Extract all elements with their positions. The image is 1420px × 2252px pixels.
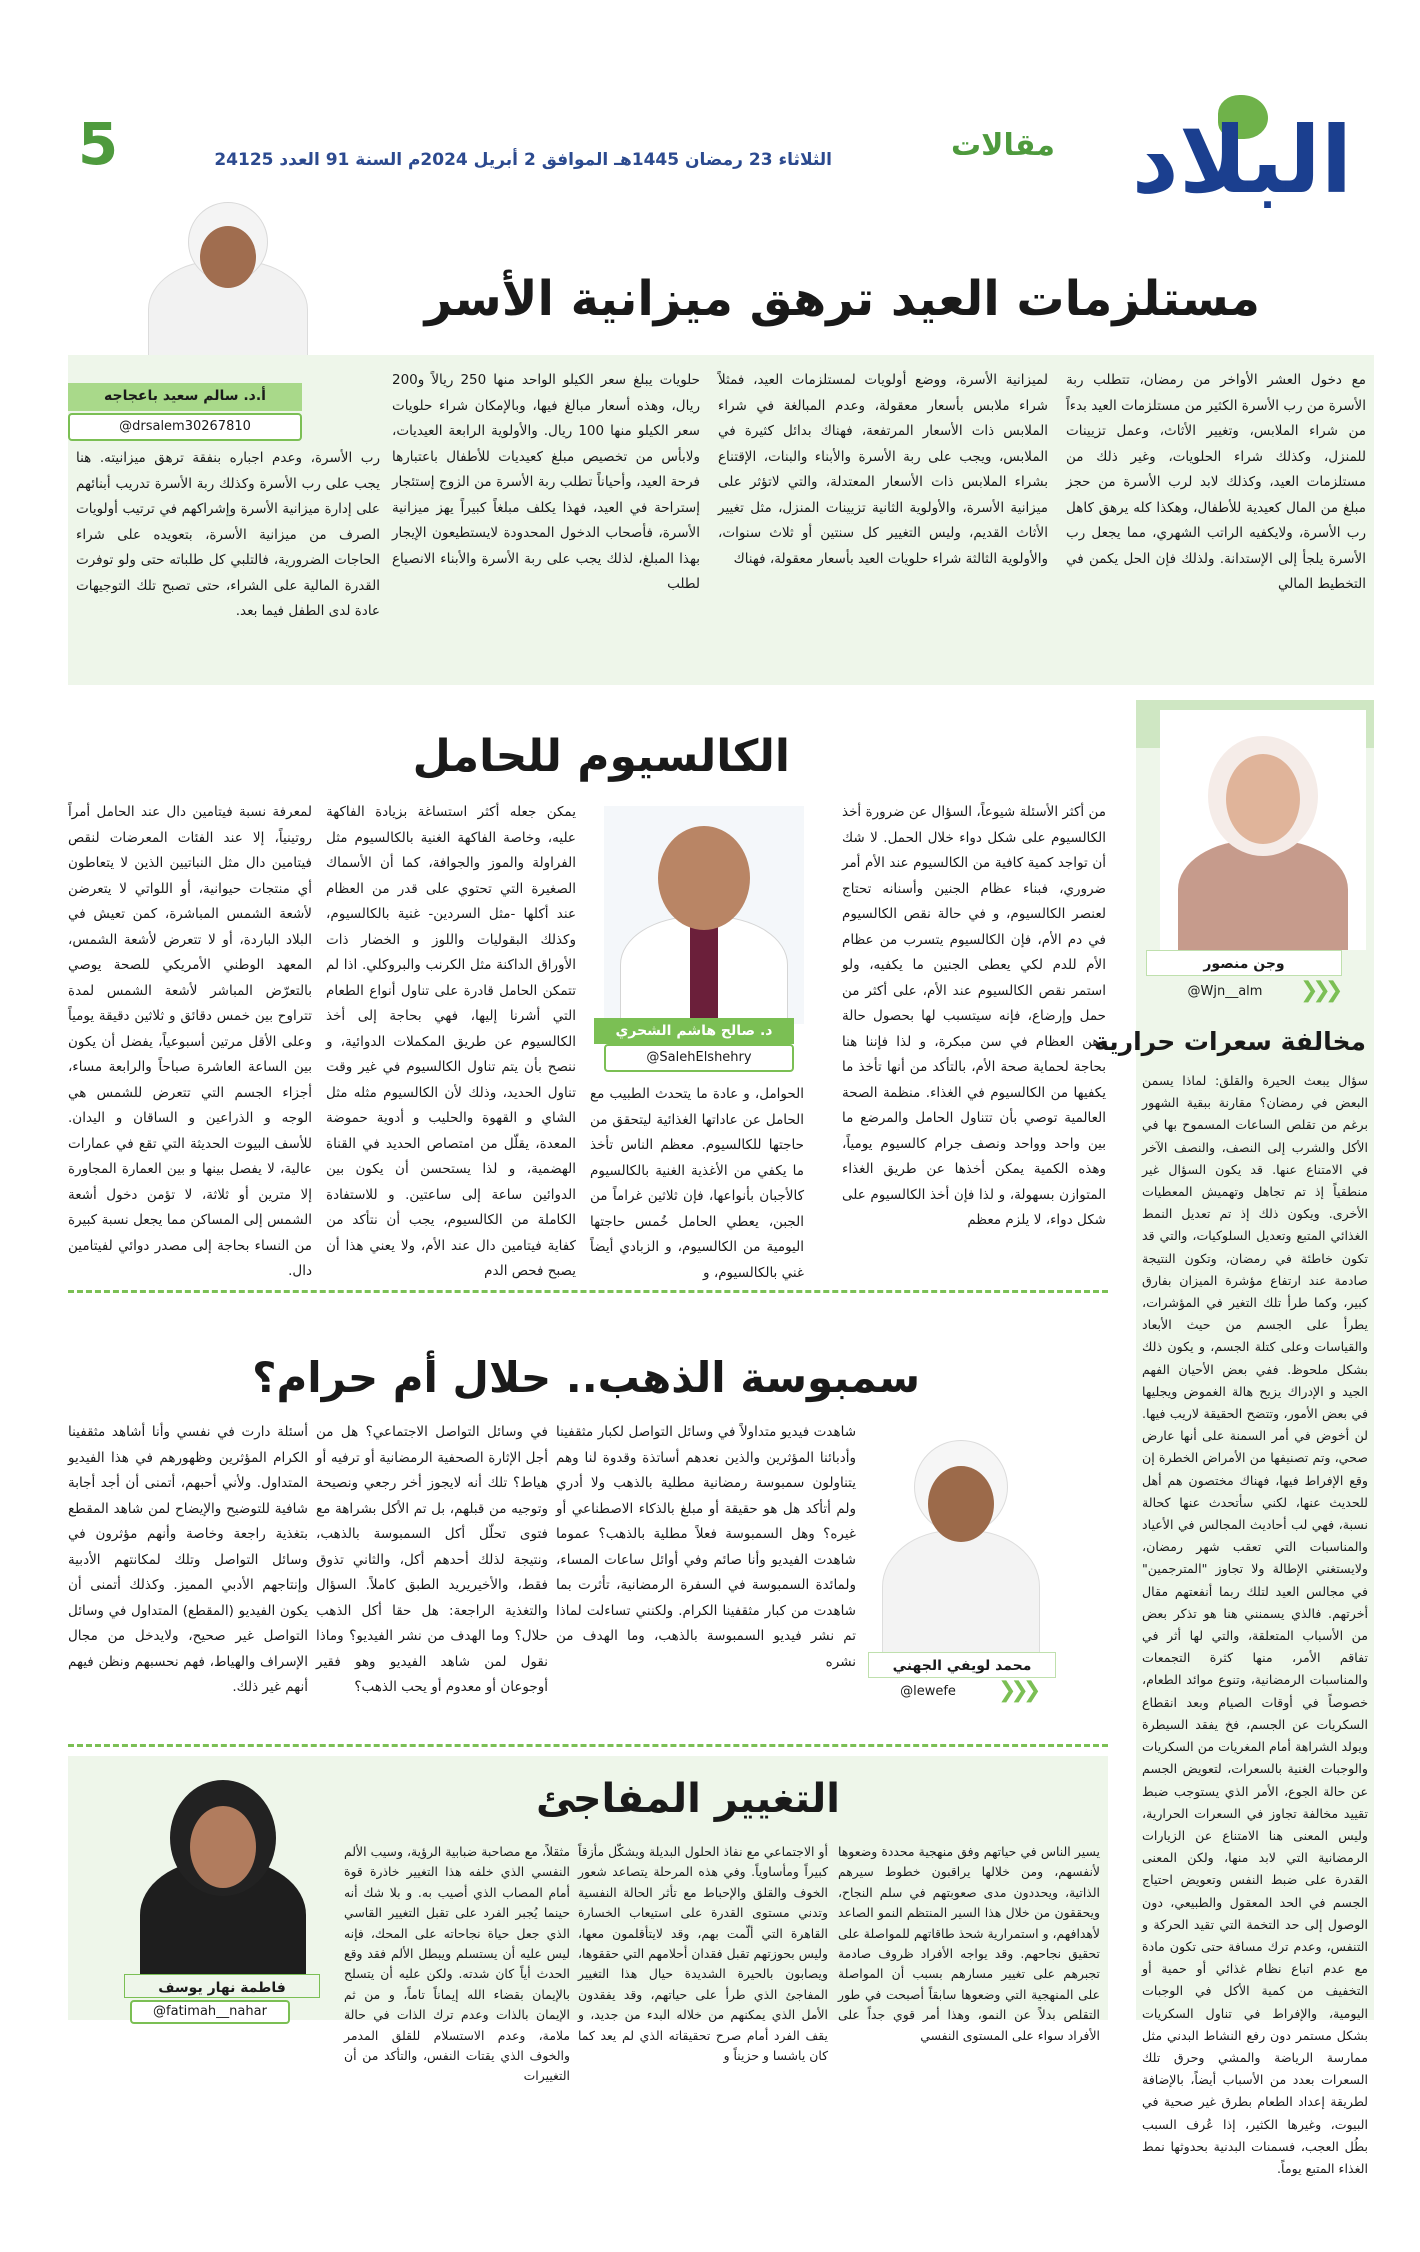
article3-column-1: شاهدت فيديو متداولاً في وسائل التواصل لكبار مثقفينا وأدبائنا المؤثرين والذين نعدهم أساتذة وقدوة لنا وهم يتناولون سمبوسة رمضانية مطلية بالذهب ولا أدري ولم أتأكد هل هو حقيقة أو مبلغ بالذكاء الاصطناعي أو غيره؟ وهل السمبوسة فعلاً مطلية بالذهب؟ عموما شاهدت الفيديو وأنا صائم وفي أوائل ساعات المساء، ولمائدة السمبوسة في السفرة الرمضانية، تأثرت بما شاهدت من كبار مثقفينا الكرام. ولكنني تساءلت لماذا تم نشر فيديو السمبوسة بالذهب، وما الهدف من نشره — [556, 1424, 856, 1670]
masthead-logo — [1108, 95, 1376, 214]
section-divider — [68, 1290, 1108, 1293]
article1-author-name: أ.د. سالم سعيد باعجاجه — [68, 383, 302, 411]
chevron-decor-icon: ❯❯❯ — [1300, 978, 1338, 1003]
article4-column-3: مثقلاً، مع مصاحبة ضبابية الرؤية، وسيب الألم النفسي الذي خلفه هذا التغيير خاذرة قوة أمام المصاب الذي أصيب به. و بلا شك أنه حينما يُجبر الفرد على تقبل التغيير القاسي الذي جعل حياة نجاحاته على المحك، فإنه ليس عليه أن يستسلم ويبطل الألم فقد وقع الحدث أياً كان شدته. ولكن عليه أن يتسلح بالإيمان بقضاء الله إيماناً تاماً، و من ثم الإيمان بالذات وعدم ترك الذات في حالة ملامة، وعدم الاستسلام للقلق المدمر والخوف الذي يقتات النفس، والتأكد من أن التغييرات — [344, 1844, 570, 2084]
sidebar-headline: مخالفة سعرات حرارية — [1094, 1027, 1366, 1056]
article1-column-4: رب الأسرة، وعدم اجباره بنفقة ترهق ميزانيته. هنا يجب على رب الأسرة وكذلك ربة الأسرة تدريب أبنائهم على إدارة ميزانية الأسرة وإشراكهم في ترتيب أولويات الصرف من ميزانية الأسرة، بتعويده على شراء الحاجات الضرورية، فالتلبي كل طلباته حتى ولو توفرت القدرة المالية على الشراء، حتى تصبح تلك التوجيهات عادة لدى الطفل فيما بعد. — [76, 450, 380, 619]
article3-author-name: محمد لويفي الجهني — [868, 1652, 1056, 1678]
article4-author-name: فاطمة نهار يوسف — [124, 1974, 320, 1998]
article2-column-4: لمعرفة نسبة فيتامين دال عند الحامل أمراً روتينياً، إلا عند الفئات المعرضات لنقص فيتامين دال مثل النباتيين الذين لا يتعاطون أي منتجات حيوانية، أو اللواتي لا يتعرضن لأشعة الشمس المباشرة، كمن تعيش في البلاد الباردة، أو لا تتعرض لأشعة الشمس، المعهد الوطني الأمريكي للصحة يوصي بالتعرّض المباشر لأشعة الشمس لمدة تتراوح بين خمس دقائق و ثلاثين دقيقة يومياً وعلى الأقل مرتين أسبوعياً، يفضل أن يكون بين الساعة العاشرة صباحاً والرابعة مساء، أجزاء الجسم التي تتعرض للشمس هي الوجه و الذراعين و الساقان و اليدان. للأسف البيوت الحديثة التي تقع في عمارات عالية، لا يفصل بينها و بين العمارة المجاورة إلا مترين أو ثلاثة، لا تؤمن دخول أشعة الشمس إلى المساكن مما يجعل نسبة كبيرة من النساء بحاجة إلى مصدر دوائي لفيتامين دال. — [68, 804, 312, 1279]
article4-author-photo — [120, 1770, 326, 1982]
sidebar-author-handle[interactable]: @Wjn__alm — [1152, 980, 1298, 1008]
article1-column-2: لميزانية الأسرة، ووضع أولويات لمستلزمات العيد، فمثلاً شراء ملابس بأسعار معقولة، وعدم المبالغة في شراء الملابس ذات الأسعار المرتفعة، فهناك بدائل كثيرة في الملابس، ويجب على ربة الأسرة والأبناء والبنات، الإقتناع بشراء الملابس ذات الأسعار المعتدلة، والتي لاتؤثر على ميزانية الأسرة، والأولوية الثانية تزيينات المنزل، مثل تغيير الأثاث القديم، وليس التغيير كل سنتين أو ثلاث سنوات، والأولوية الثالثة شراء حلويات العيد بأسعار معقولة، فهناك — [718, 372, 1048, 567]
sidebar-author-name: وجن منصور — [1146, 950, 1342, 976]
article4-column-2: أو الاجتماعي مع نفاذ الحلول البديلة ويشكّل مأزقاً كبيراً ومأساوياً. وفي هذه المرحلة يتصاعد شعور الخوف والقلق والإحباط مع تأثر الحالة النفسية وتدني مستوى القدرة على استيعاب الخسارة القاهرة التي ألّمت بهم، وقد لايتأقلمون معها، وليس بحوزتهم تقبل فقدان أحلامهم التي حققوها، ويصابون بالحيرة الشديدة حيال هذا التغيير المفاجئ الذي طرأ على حياتهم، وقد يفقدون الأمل الذي يمكنهم من خلاله البدء من جديد، و يقف الفرد أمام صرح تحقيقاته الذي لم يعد كما كان ياشسا و حزيناً و — [578, 1844, 828, 2064]
article2-headline: الكالسيوم للحامل — [412, 731, 790, 782]
article4-author-handle[interactable]: @fatimah__nahar — [130, 2000, 290, 2024]
article4-column-1: يسير الناس في حياتهم وفق منهجية محددة وضعوها لأنفسهم، ومن خلالها يراقبون خطوط سيرهم الذاتية، ويحددون مدى صعوبتهم في سلم النجاح، ويحققون من خلال هذا السير المنتظم النمو الصاعد لأهدافهم، و استمرارية شحذ طاقاتهم للمواصلة على تحقيق نجاحهم. وقد يواجه الأفراد ظروف صادمة تجبرهم على تغيير مسارهم بسبب أن المواصلة على المنهجية التي وضعوها سابقاً أصبحت في طور التقلص بدلاً عن النمو، وهذا أمر قوي جداً على الأفراد سواء على المستوى النفسي — [838, 1844, 1100, 2043]
sidebar-author-photo — [1160, 710, 1366, 950]
article4-headline: التغيير المفاجئ — [536, 1776, 840, 1822]
article2-author-photo — [604, 806, 804, 1024]
article1-column-1: مع دخول العشر الأواخر من رمضان، تتطلب ربة الأسرة من رب الأسرة الكثير من مستلزمات العيد بدءاً من شراء الملابس، وتغيير الأثاث، وعمل تزيينات للمنزل، وكذلك شراء الحلويات، وغير ذلك من مستلزمات العيد، وكذلك لابد لرب الأسرة من حجز مبلغ من المال كعيدية للأطفال، وهكذا كله يرهق كاهل رب الأسرة، ولايكفيه الراتب الشهري، مما يجعل رب الأسرة يلجأ إلى الإستدانة. ولذلك فإن الحل يكمن في التخطيط المالي — [1066, 372, 1366, 592]
article3-author-handle[interactable]: @lewefe — [868, 1680, 988, 1708]
article2-column-1: من أكثر الأسئلة شيوعاً، السؤال عن ضرورة أخذ الكالسيوم على شكل دواء خلال الحمل. لا شك أن تواجد كمية كافية من الكالسيوم عند الأم أمر ضروري، فبناء عظام الجنين وأسنانه تحتاج لعنصر الكالسيوم، و في حالة نقص الكالسيوم في دم الأم، فإن الكالسيوم يتسرب من عظام الأم للدم لكي يعطى الجنين ما يكفيه، ولو استمر نقص الكالسيوم عند الأم، على أكثر من حمل وإرضاع، فإنه سيتسبب لها بحصول حالة وهن العظام في سن مبكرة، و لذا فإننا هنا بحاجة لحماية صحة الأم، بالتأكد من أنها تأخذ ما يكفيها من الكالسيوم في الغذاء. منظمة الصحة العالمية توصي بأن تتناول الحامل والمرضع ما بين واحد وواحد ونصف جرام كالسيوم يومياً، وهذه الكمية يمكن أخذها عن طريق الغذاء المتوازن بسهولة، و لذا فإن أخذ الكالسيوم على شكل دواء، لا يلزم معظم — [842, 804, 1106, 1228]
logo-text: البلاد — [1131, 107, 1353, 214]
article3-column-2: في وسائل التواصل الاجتماعي؟ هل من أجل الإثارة الصحفية الرمضانية أو ترفيه أو هياط؟ تلك أنه لايجوز أخر رجعي ونصيحة وتوجيه من قبلهم، بل تم الأكل بشراهة مع فتوى تحلّل أكل السمبوسة بالذهب، ونتيجة لذلك أحدهم أكل، والثاني تذوق فقط، والأخيريريد الطبق كاملاً. السؤال والتغذية الراجعة: هل حقا أكل الذهب حلال؟ وما الهدف من نشر الفيديو؟ وماذا نقول لمن شاهد الفيديو وهو فقير أوجوعان أو معدوم أو يحب الذهب؟ — [316, 1424, 548, 1695]
article2-author-handle[interactable]: @SalehElshehry — [604, 1044, 794, 1072]
article1-headline: مستلزمات العيد ترهق ميزانية الأسر — [424, 271, 1260, 327]
article3-headline: سمبوسة الذهب.. حلال أم حرام؟ — [252, 1353, 920, 1402]
article1-author-handle[interactable]: @drsalem30267810 — [68, 413, 302, 441]
chevron-decor-icon: ❯❯❯ — [998, 1678, 1036, 1703]
page-number: 5 — [77, 110, 119, 178]
article3-author-photo — [868, 1420, 1054, 1656]
article2-author-name: د. صالح هاشم الشحري — [594, 1018, 794, 1044]
article4-column-4 — [76, 1830, 116, 2010]
section-divider — [68, 1744, 1108, 1747]
section-label: مقالات — [951, 128, 1055, 163]
issue-date-line: الثلاثاء 23 رمضان 1445هـ الموافق 2 أبريل 2024م السنة 91 العدد 24125 — [214, 150, 832, 170]
author-photo-article1 — [128, 190, 328, 370]
article2-column-2: الحوامل، و عادة ما يتحدث الطبيب مع الحامل عن عاداتها الغذائية ليتحقق من حاجتها للكالسيوم. معظم الناس تأخذ ما يكفي من الأغذية الغنية بالكالسيوم كالأجبان بأنواعها، فإن ثلاثين غراماً من الجبن، يعطي الحامل خُمس حاجتها اليومية من الكالسيوم، و الزبادي أيضاً غني بالكالسيوم، و — [590, 1086, 804, 1281]
article3-column-3: أسئلة دارت في نفسي وأنا أشاهد مثقفينا الكرام المؤثرين وظهورهم في هذا الفيديو المتداول. ولأني أحبهم، أتمنى أن أجد أجابة شافية للتوضيح والإيضاح لمن شاهد المقطع بتغذية راجعة وخاصة وأنهم مؤثرون في وسائل التواصل وتلك لمكانتهم الأدبية وإنتاجهم الأدبي المميز. وكذلك أتمنى أن يكون الفيديو (المقطع) المتداول في وسائل التواصل غير صحيح، ولايدخل من مجال الإسراف والهياط، فهم نحسبهم ونظن فيهم أنهم غير ذلك. — [68, 1424, 308, 1695]
article1-column-3: حلويات يبلغ سعر الكيلو الواحد منها 250 ريالاً و200 ريال، وهذه أسعار مبالغ فيها، وبالإمكان شراء حلويات سعر الكيلو منها 100 ريال. والأولوية الرابعة العيديات، ولابأس من تخصيص مبلغ كعيديات للأطفال باعتبارها فرحة العيد، وأحياناً تطلب ربة الأسرة من الزوج إستئجار إستراحة في العيد، فهذا يكلف مبلغاً كبيراً يهز ميزانية الأسرة، فأصحاب الدخول المحدودة لايستطيعون الإيجار بهذا المبلغ، لذلك يجب على ربة الأسرة والأبناء الانصياع لطلب — [392, 372, 700, 592]
article2-column-3: يمكن جعله أكثر استساغة بزيادة الفاكهة عليه، وخاصة الفاكهة الغنية بالكالسيوم مثل الفراولة والموز والجوافة، كما أن الأسماك الصغيرة التي تحتوي على قدر من العظام عند أكلها -مثل السردين- غنية بالكالسيوم، وكذلك البقوليات واللوز و الخضار ذات الأوراق الداكنة مثل الكرنب والبروكلي. اذا لم تتمكن الحامل قادرة على تناول أنواع الطعام التي أشرنا إليها، فهي بحاجة إلى أخذ الكالسيوم عن طريق المكملات الدوائية، و ننصح بأن يتم تناول الكالسيوم في غير وقت تناول الحديد، وذلك لأن الكالسيوم مثله مثل الشاي و القهوة والحليب و أدوية حموضة المعدة، يقلّل من امتصاص الحديد في القناة الهضمية، و لذا يستحسن أن يكون بين الدوائين ساعة إلى ساعتين. و للاستفادة الكاملة من الكالسيوم، يجب أن نتأكد من كفاية فيتامين دال عند الأم، ولا يعني هذا أن يصبح فحص الدم — [326, 804, 576, 1279]
sidebar-body: سؤال يبعث الحيرة والقلق: لماذا يسمن البعض في رمضان؟ مقارنة ببقية الشهور برغم من تقلص الساعات المسموح بها في الأكل والشرب إلى النصف، والنصف الآخر في الامتناع عنها. قد يكون السؤال غير منطقياً إذ تم تجاهل وتهميش المعطيات الأخرى. ويكون ذلك إذ تم تعديل النمط الغذائي المتبع وتعديل السلوكيات، والتي قد تكون خاطئة في رمضان، وتكون النتيجة صادمة عند ارتفاع مؤشرة الميزان بفارق كبير، وكما طرأ تلك التغير في المؤشرات، يطرأ على الجسم من حيث الأبعاد والقياسات وعلى كتلة الجسم، و يكون ذلك بشكل ملحوظ. ففي بعض الأحيان الفهم الجيد و الإدراك يزيح هالة الغموض ويجليها في بعض الأمور، وتتضح الحقيقة لاريب فيها. لن أخوض في أمر السمنة على أنها عارض صحي، وتم تصنيفها من الأمراض الخطرة إن وقع الإفراط فيها، فهناك مختصون هم أهل للحديث عنها، لكني سأتحدث عنها كحالة نسبة، فهي لب أحاديث المجالس في الأعياد والمناسبات التي تعقب شهر رمضان، ولايستغني الإطالة ولا تجاوز "المترجمين" في مجالس العيد لتلك ربما أنفعتهم مقال أخرتهم. فالذي يسمنني هنا هو تذكر بعض من الأسباب المتعلقة، والتي لها أثر في تفاقم الأمر، منها كثرة التجمعات والمناسبات الرمضانية، وتنوع موائد الطعام، خصوصاً في أوقات الصيام وبعد انقطاع السكريات عن الجسم، فخ يفقد السيطرة ويولد الشراهة أمام المغريات من السكريات والوجبات الغنية بالسعرات، لتعويض الجسم عن حالة الجوع، الأمر الذي يستوجب ضبط تقييد مخالفة تجاوز في السعرات الحرارية، وليس المعنى هنا الامتناع عن الزيارات الرمضانية التي لابد منها، ولكن المعنى القدرة على ضبط النفس وتعويض احتياج الجسم في الحد المعقول والطبيعي، دون الوصول إلى حد التخمة التي تقيد الحركة و التنفس، وعدم ترك مسافة حتى تكون مادة مع عدم اتباع نظام غذائي أو حمية أو التخفيف من كمية الأكل في الوجبات اليومية، والإفراط في تناول السكريات بشكل مستمر دون رفع النشاط البدني مثل ممارسة الرياضة والمشي وحرق تلك السعرات بعدد من الأسباب أيضاً، بالإضافة لطريقة إعداد الطعام بطرق غير صحية في البيوت، وغيرها الكثير، إذا عُرف السبب بطُل العجب، فسمنات البدنية بحدوثها نمط الغذاء المتبع يوماً. — [1142, 1073, 1368, 2176]
